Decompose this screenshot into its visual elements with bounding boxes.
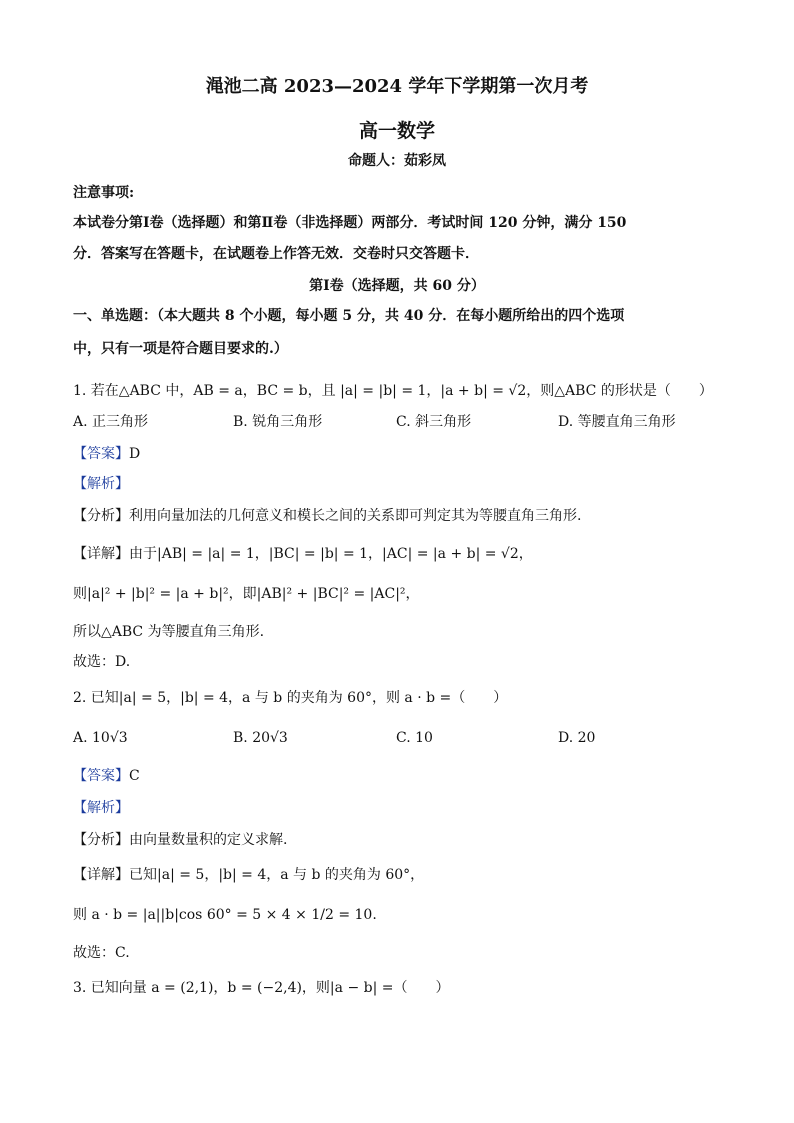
q1-detail-1 <box>73 543 533 563</box>
exam-subtitle: 高一数学 <box>358 120 435 142</box>
analysis-tag: 【解析】 <box>73 800 129 816</box>
q2-answer-value: C <box>129 768 140 784</box>
detail-tag: 【详解】 <box>73 546 129 562</box>
q2-fenxi-text: 由向量数量积的定义求解. <box>129 832 288 848</box>
q1-answer-value: D <box>129 446 141 462</box>
exam-author: 命题人：茹彩凤 <box>348 153 446 169</box>
notice-line-2: 分．答案写在答题卡，在试题卷上作答无效．交卷时只交答题卡． <box>73 246 479 262</box>
q3-stem: 3. 已知向量 a = (2,1)，b = (−2,4)，则|a − b| =（ ） <box>73 980 450 996</box>
fenxi-tag: 【分析】 <box>73 508 129 524</box>
q1-option-c: C. 斜三角形 <box>396 414 472 430</box>
section-instructions-1: 一、单选题：（本大题共 8 个小题，每小题 5 分，共 40 分．在每小题所给出的四个选项 <box>73 308 625 324</box>
section-instructions-2: 中，只有一项是符合题目要求的.） <box>73 341 288 357</box>
q2-choose: 故选：C. <box>73 945 130 961</box>
detail-tag: 【详解】 <box>73 867 129 883</box>
answer-tag: 【答案】 <box>73 768 129 784</box>
q1-option-d: D. 等腰直角三角形 <box>558 414 676 430</box>
q2-detail-2: 则 a · b = |a||b|cos 60° = 5 × 4 × 1/2 = 10. <box>73 907 377 923</box>
q2-option-b: B. 20√3 <box>233 730 288 746</box>
q1-detail-3: 所以△ABC 为等腰直角三角形. <box>73 624 265 640</box>
q1-option-b: B. 锐角三角形 <box>233 414 323 430</box>
answer-tag: 【答案】 <box>73 446 129 462</box>
q1-detail-2: 则|a|² + |b|² = |a + b|²，即|AB|² + |BC|² = |AC|²， <box>73 586 420 602</box>
section-title: 第Ⅰ卷（选择题，共 60 分） <box>309 278 485 294</box>
q1-option-a: A. 正三角形 <box>73 414 149 430</box>
q2-stem: 2. 已知|a| = 5，|b| = 4，a 与 b 的夹角为 60°，则 a · b =（ ） <box>73 690 508 706</box>
q1-answer <box>73 443 140 463</box>
q2-option-d: D. 20 <box>558 730 596 746</box>
exam-title: 渑池二高 2023—2024 学年下学期第一次月考 <box>205 76 589 97</box>
analysis-tag: 【解析】 <box>73 476 129 492</box>
q1-fenxi-text: 利用向量加法的几何意义和模长之间的关系即可判定其为等腰直角三角形. <box>129 508 582 524</box>
q1-choose: 故选：D. <box>73 654 131 670</box>
q1-analysis <box>73 473 129 493</box>
q1-detail-1-text: 由于|AB| = |a| = 1，|BC| = |b| = 1，|AC| = |a + b| = √2， <box>129 546 533 562</box>
q2-option-c: C. 10 <box>396 730 433 746</box>
fenxi-tag: 【分析】 <box>73 832 129 848</box>
q2-option-a: A. 10√3 <box>73 730 128 746</box>
notice-heading: 注意事项: <box>73 185 135 201</box>
q1-stem: 1. 若在△ABC 中，AB = a，BC = b，且 |a| = |b| = 1，|a + b| = √2，则△ABC 的形状是（ ） <box>73 383 713 399</box>
q2-detail-1-text: 已知|a| = 5，|b| = 4，a 与 b 的夹角为 60°， <box>129 867 425 883</box>
q1-fenxi <box>73 505 581 525</box>
q2-analysis <box>73 797 129 817</box>
q2-fenxi <box>73 829 287 849</box>
notice-line-1: 本试卷分第Ⅰ卷（选择题）和第Ⅱ卷（非选择题）两部分．考试时间 120 分钟，满分 150 <box>73 215 627 231</box>
q2-detail-1 <box>73 864 424 884</box>
q2-answer <box>73 765 140 785</box>
